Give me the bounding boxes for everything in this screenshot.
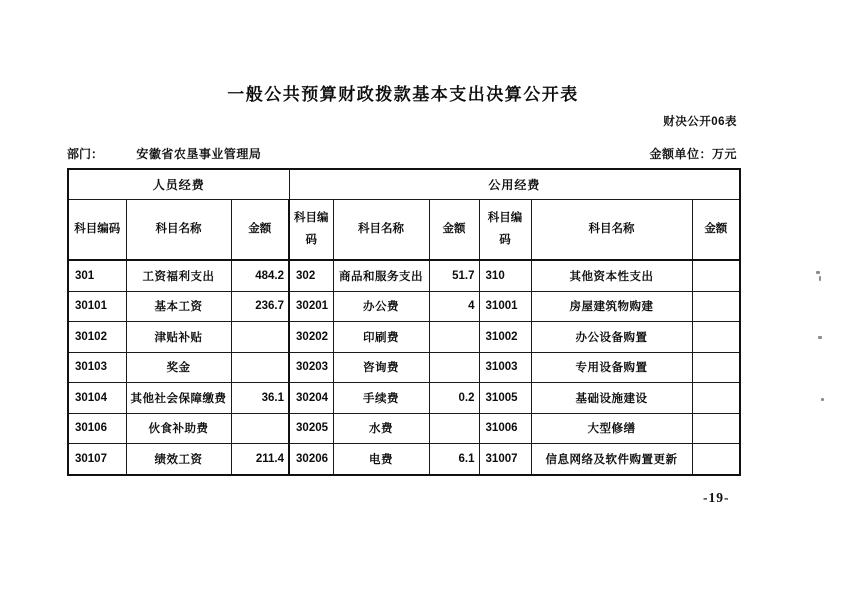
subject-code-cell: 30203: [289, 352, 333, 383]
subject-name-cell: 其他资本性支出: [531, 260, 692, 291]
column-header-8: 金额: [692, 200, 740, 261]
section-header-public: 公用经费: [289, 169, 740, 200]
column-header-2: 金额: [231, 200, 289, 261]
column-header-0: 科目编码: [68, 200, 126, 261]
table-row: [68, 383, 740, 414]
table-row: [68, 413, 740, 444]
subject-name-cell: 津贴补贴: [126, 322, 231, 353]
subject-name-cell: 办公费: [333, 291, 429, 322]
amount-cell: [692, 291, 740, 322]
subject-code-cell: 30103: [68, 352, 126, 383]
subject-name-cell: 办公设备购置: [531, 322, 692, 353]
subject-code-cell: 31002: [479, 322, 531, 353]
amount-cell: [692, 322, 740, 353]
amount-cell: 236.7: [231, 291, 289, 322]
table-row: [68, 352, 740, 383]
amount-unit-label: 金额单位：万元: [649, 147, 737, 161]
subject-code-cell: 301: [68, 260, 126, 291]
amount-cell: 211.4: [231, 444, 289, 475]
section-header-personnel: 人员经费: [68, 169, 289, 200]
subject-code-cell: 31005: [479, 383, 531, 414]
table-row: [68, 322, 740, 353]
column-header-5: 金额: [429, 200, 479, 261]
subject-name-cell: 咨询费: [333, 352, 429, 383]
amount-cell: [692, 352, 740, 383]
amount-cell: 51.7: [429, 260, 479, 291]
amount-cell: 484.2: [231, 260, 289, 291]
scan-artifact: [821, 398, 824, 401]
amount-cell: [429, 352, 479, 383]
page-number: -19-: [703, 490, 730, 505]
subject-name-cell: 电费: [333, 444, 429, 475]
column-header-7: 科目名称: [531, 200, 692, 261]
amount-cell: [692, 444, 740, 475]
subject-name-cell: 信息网络及软件购置更新: [531, 444, 692, 475]
column-header-6: 科目编码: [479, 200, 531, 261]
column-header-3: 科目编码: [289, 200, 333, 261]
subject-code-cell: 31003: [479, 352, 531, 383]
subject-code-cell: 30107: [68, 444, 126, 475]
subject-code-cell: 310: [479, 260, 531, 291]
amount-cell: [231, 352, 289, 383]
table-row: [68, 260, 740, 291]
subject-name-cell: 印刷费: [333, 322, 429, 353]
amount-cell: 4: [429, 291, 479, 322]
subject-code-cell: 30101: [68, 291, 126, 322]
scan-artifact: [816, 271, 820, 274]
subject-name-cell: 手续费: [333, 383, 429, 414]
page-title: 一般公共预算财政拨款基本支出决算公开表: [227, 85, 579, 104]
subject-code-cell: 30104: [68, 383, 126, 414]
column-header-4: 科目名称: [333, 200, 429, 261]
department-value: 安徽省农垦事业管理局: [136, 147, 262, 161]
subject-name-cell: 专用设备购置: [531, 352, 692, 383]
subject-code-cell: 30202: [289, 322, 333, 353]
amount-cell: [692, 260, 740, 291]
scan-artifact: [819, 276, 821, 281]
subject-code-cell: 31007: [479, 444, 531, 475]
subject-code-cell: 30106: [68, 413, 126, 444]
subject-code-cell: 31001: [479, 291, 531, 322]
amount-cell: [692, 383, 740, 414]
amount-cell: [429, 413, 479, 444]
subject-name-cell: 奖金: [126, 352, 231, 383]
amount-cell: [692, 413, 740, 444]
budget-table: [67, 168, 741, 476]
subject-name-cell: 伙食补助费: [126, 413, 231, 444]
subject-name-cell: 商品和服务支出: [333, 260, 429, 291]
table-row: [68, 444, 740, 475]
section-header-row: [68, 169, 740, 200]
subject-name-cell: 基本工资: [126, 291, 231, 322]
subject-code-cell: 30205: [289, 413, 333, 444]
subject-code-cell: 31006: [479, 413, 531, 444]
subject-code-cell: 30206: [289, 444, 333, 475]
amount-cell: 36.1: [231, 383, 289, 414]
subject-name-cell: 基础设施建设: [531, 383, 692, 414]
table-body: [68, 260, 740, 475]
amount-cell: [231, 413, 289, 444]
subject-code-cell: 30204: [289, 383, 333, 414]
amount-cell: 6.1: [429, 444, 479, 475]
amount-cell: 0.2: [429, 383, 479, 414]
scan-artifact: [818, 336, 822, 339]
meta-line: [67, 145, 739, 162]
subject-name-cell: 绩效工资: [126, 444, 231, 475]
column-header-1: 科目名称: [126, 200, 231, 261]
subject-name-cell: 大型修缮: [531, 413, 692, 444]
subject-code-cell: 302: [289, 260, 333, 291]
subject-name-cell: 房屋建筑物购建: [531, 291, 692, 322]
amount-cell: [429, 322, 479, 353]
table-row: [68, 291, 740, 322]
subject-code-cell: 30102: [68, 322, 126, 353]
amount-cell: [231, 322, 289, 353]
form-code-label: 财决公开06表: [663, 116, 737, 128]
subject-name-cell: 水费: [333, 413, 429, 444]
subject-code-cell: 30201: [289, 291, 333, 322]
subject-name-cell: 其他社会保障缴费: [126, 383, 231, 414]
column-header-row: [68, 200, 740, 261]
subject-name-cell: 工资福利支出: [126, 260, 231, 291]
department-label: 部门：: [67, 147, 104, 161]
